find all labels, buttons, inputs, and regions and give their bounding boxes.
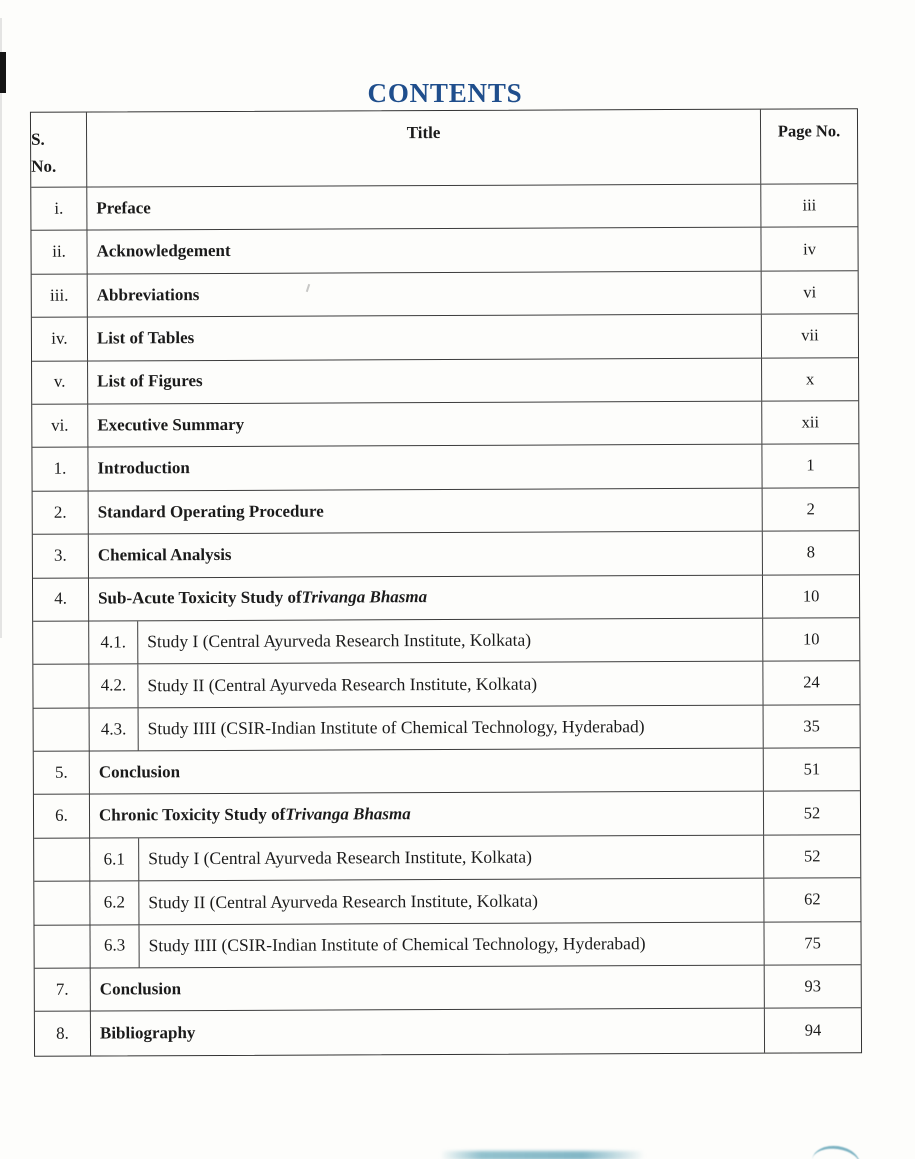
scan-smudge-arc <box>810 1143 862 1159</box>
table-row <box>34 748 860 795</box>
header-serial-no <box>31 113 87 187</box>
row-title-text: List of Figures <box>97 371 203 391</box>
table-subrow <box>33 661 859 708</box>
row-page: 1 <box>806 455 815 475</box>
row-page: 2 <box>806 499 815 519</box>
row-title <box>87 185 761 230</box>
row-title <box>88 315 762 360</box>
row-title-italic: Trivanga Bhasma <box>285 804 411 825</box>
subrow-title <box>139 705 764 750</box>
row-title <box>89 575 763 620</box>
subrow-serial: 4.2. <box>89 665 138 708</box>
table-row <box>33 488 859 535</box>
row-serial: iii. <box>32 274 88 317</box>
page-title: CONTENTS <box>367 78 523 108</box>
subrow-serial: 6.2 <box>90 882 139 925</box>
table-row <box>31 228 857 275</box>
subrow-title-text: Study IIII (CSIR-Indian Institute of Chemical Technology, Hyderabad) <box>148 933 646 956</box>
row-serial: 3. <box>33 535 89 578</box>
row-serial: ii. <box>31 231 87 274</box>
table-row <box>32 358 858 405</box>
row-title-text: Conclusion <box>98 762 181 782</box>
row-serial: 7. <box>35 969 91 1012</box>
row-title <box>90 792 764 837</box>
row-title <box>88 402 762 447</box>
row-serial: 4. <box>33 578 89 621</box>
table-row <box>35 965 861 1012</box>
header-title: Title <box>87 110 761 187</box>
row-title <box>89 488 763 533</box>
subrow-title <box>139 879 764 924</box>
row-serial: i. <box>31 188 87 231</box>
row-title <box>90 749 764 794</box>
row-title-text: Conclusion <box>99 979 182 999</box>
header-serial-line2: No. <box>31 156 57 176</box>
table-subrow <box>34 705 860 752</box>
row-serial: 2. <box>33 491 89 534</box>
subrow-title-text: Study I (Central Ayurveda Research Institute, Kolkata) <box>148 847 533 869</box>
row-title-text: Introduction <box>97 458 190 478</box>
row-page: vi <box>803 282 817 302</box>
row-page: xii <box>801 412 820 432</box>
subrow-serial: 4.3. <box>90 708 139 751</box>
header-serial-line1: S. <box>31 129 45 149</box>
subrow-serial: 6.1 <box>90 838 139 881</box>
row-page: 94 <box>804 1020 822 1040</box>
row-page: 35 <box>803 716 820 736</box>
row-title <box>88 358 762 403</box>
header-page-no: Page No. <box>777 121 841 141</box>
table-row <box>32 401 858 448</box>
row-page: 62 <box>804 889 821 909</box>
table-row <box>31 184 857 231</box>
row-empty-cell <box>34 838 90 881</box>
scan-black-mark <box>0 52 6 93</box>
row-title <box>89 532 763 577</box>
subrow-title <box>138 619 763 664</box>
subrow-title-text: Study II (Central Ayurveda Research Institute, Kolkata) <box>148 890 539 913</box>
row-title-text: List of Tables <box>96 328 195 348</box>
row-title-text: Chronic Toxicity Study of <box>98 805 286 825</box>
row-empty-cell <box>34 925 90 968</box>
row-title <box>88 271 762 316</box>
row-page: iv <box>803 238 817 258</box>
row-serial: vi. <box>32 405 88 448</box>
table-row <box>35 1009 861 1056</box>
subrow-serial: 4.1. <box>89 621 138 664</box>
subrow-title <box>139 922 764 967</box>
row-title-text: Bibliography <box>99 1022 196 1043</box>
row-title-text: Sub-Acute Toxicity Study of <box>98 587 302 608</box>
table-row <box>32 445 858 492</box>
row-title-text: Abbreviations <box>96 284 200 305</box>
row-page: 51 <box>803 759 821 779</box>
table-row <box>32 271 858 318</box>
row-empty-cell <box>33 665 89 708</box>
row-title-text: Acknowledgement <box>96 241 231 261</box>
row-page: 24 <box>803 672 820 692</box>
row-serial: 8. <box>35 1012 91 1056</box>
contents-table <box>30 108 862 1056</box>
subrow-title <box>139 835 764 880</box>
table-subrow <box>34 922 860 969</box>
table-subrow <box>34 835 860 882</box>
row-empty-cell <box>33 621 89 664</box>
table-row <box>32 314 858 361</box>
row-page: 10 <box>802 629 820 649</box>
row-serial: v. <box>32 361 88 404</box>
row-serial: iv. <box>32 318 88 361</box>
row-page: 93 <box>804 976 822 996</box>
row-page: 75 <box>804 933 821 953</box>
row-title-italic: Trivanga Bhasma <box>301 587 428 607</box>
table-header-row <box>31 109 857 188</box>
subrow-serial: 6.3 <box>90 925 139 968</box>
row-title-text: Standard Operating Procedure <box>97 501 324 522</box>
row-serial: 5. <box>34 752 90 795</box>
row-title <box>91 1009 765 1055</box>
subrow-title <box>138 662 763 707</box>
row-title <box>87 228 761 273</box>
row-title-text: Executive Summary <box>97 414 245 435</box>
row-page: 10 <box>802 586 820 606</box>
row-page: 52 <box>803 846 821 866</box>
table-row <box>33 575 859 622</box>
row-page: iii <box>802 195 817 215</box>
table-row <box>34 792 860 839</box>
subrow-title-text: Study IIII (CSIR-Indian Institute of Chemical Technology, Hyderabad) <box>147 716 645 739</box>
row-title-text: Chemical Analysis <box>97 544 232 565</box>
row-serial: 1. <box>32 448 88 491</box>
row-title <box>91 966 765 1011</box>
row-empty-cell <box>34 708 90 751</box>
table-subrow <box>33 618 859 665</box>
row-page: 52 <box>803 802 821 823</box>
row-serial: 6. <box>34 795 90 838</box>
scan-smudge-bottom <box>440 1151 645 1159</box>
subrow-title-text: Study II (Central Ayurveda Research Institute, Kolkata) <box>147 673 538 696</box>
table-subrow <box>34 878 860 925</box>
table-row <box>33 531 859 578</box>
row-page: 8 <box>806 542 816 562</box>
row-page: vii <box>801 325 819 345</box>
row-title-text: Preface <box>96 198 151 218</box>
row-empty-cell <box>34 882 90 925</box>
row-page: x <box>805 369 815 389</box>
subrow-title-text: Study I (Central Ayurveda Research Institute, Kolkata) <box>147 630 532 652</box>
row-title <box>88 445 762 490</box>
scan-edge-line <box>0 18 2 638</box>
